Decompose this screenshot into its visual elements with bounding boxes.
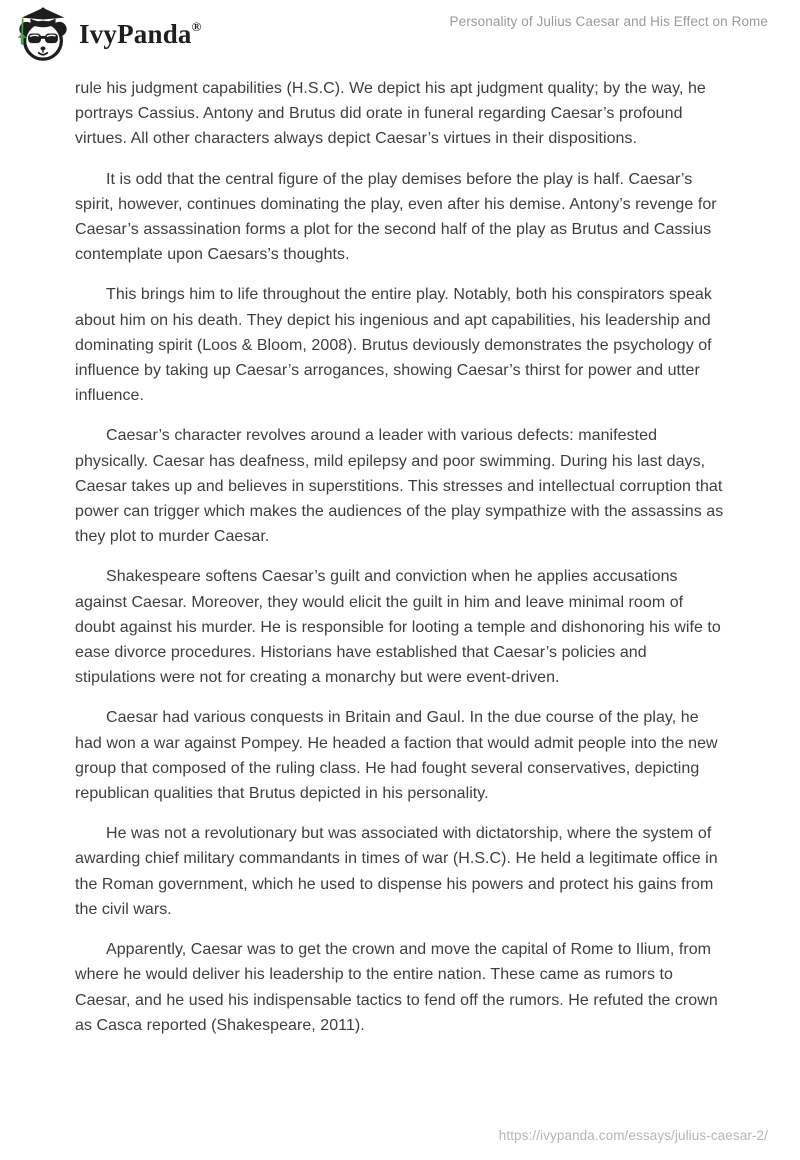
essay-paragraph: He was not a revolutionary but was associated with dictatorship, where the system of awarding chief military commandants in times of war (H.S.C). He held a legitimate office in the Roman government, which he used to dispense his powers and protect his gains from the civil wars. [75, 825, 718, 918]
panda-logo-icon [14, 6, 72, 62]
ivypanda-logo [14, 6, 202, 62]
logo-wordmark [79, 20, 202, 48]
essay-paragraph: rule his judgment capabilities (H.S.C). We depict his apt judgment quality; by the way, he portrays Cassius. Antony and Brutus did orate in funeral regarding Caesar’s profound virtues. All other characters always depict Caesar’s virtues in their dispositions. [75, 80, 706, 148]
essay-paragraph: It is odd that the central figure of the play demises before the play is half. Caesar’s spirit, however, continues dominating the play, even after his demise. Antony’s revenge for Caesar’s assassination forms a plot for the second half of the play as Brutus and Cassius contemplate upon Caesars’s thoughts. [75, 170, 717, 264]
source-url: https://ivypanda.com/essays/julius-caesar-2/ [498, 1128, 768, 1143]
essay-paragraph: This brings him to life throughout the entire play. Notably, both his conspirators speak about him on his death. They depict his ingenious and apt capabilities, his leadership and dominating spirit (Loos & Bloom, 2008). Brutus deviously demonstrates the psychology of influence by taking up Caesar’s arrogances, showing Caesar’s thirst for power and utter influence. [75, 286, 712, 405]
essay-paragraph: Caesar’s character revolves around a leader with various defects: manifested physically. Caesar has deafness, mild epilepsy and poor swimming. During his last days, Caesar takes up and believes in superstitions. This stresses and intellectual corruption that power can trigger which makes the audiences of the play sympathize with the assassins as they plot to murder Caesar. [75, 427, 724, 546]
essay-paragraph: Shakespeare softens Caesar’s guilt and conviction when he applies accusations against Caesar. Moreover, they would elicit the guilt in him and leave minimal room of doubt against his murder. He is responsible for looting a temple and dishonoring his wife to ease divorce procedures. Historians have established that Caesar’s policies and stipulations were not for creating a monarchy but were event-driven. [75, 568, 721, 687]
page-title: Personality of Julius Caesar and His Effect on Rome [449, 14, 768, 29]
essay-body [75, 76, 727, 1053]
essay-paragraph: Caesar had various conquests in Britain and Gaul. In the due course of the play, he had won a war against Pompey. He headed a faction that would admit people into the new group that composed of the ruling class. He had fought several conservatives, depicting republican qualities that Brutus depicted in his personality. [75, 709, 718, 803]
registered-trademark-symbol: ® [191, 19, 202, 34]
essay-paragraph: Apparently, Caesar was to get the crown and move the capital of Rome to Ilium, from where he would deliver his leadership to the entire nation. These came as rumors to Caesar, and he used his indispensable tactics to fend off the rumors. He refuted the crown as Casca reported (Shakespeare, 2011). [75, 941, 718, 1034]
logo-wordmark-text: IvyPanda [79, 19, 192, 49]
